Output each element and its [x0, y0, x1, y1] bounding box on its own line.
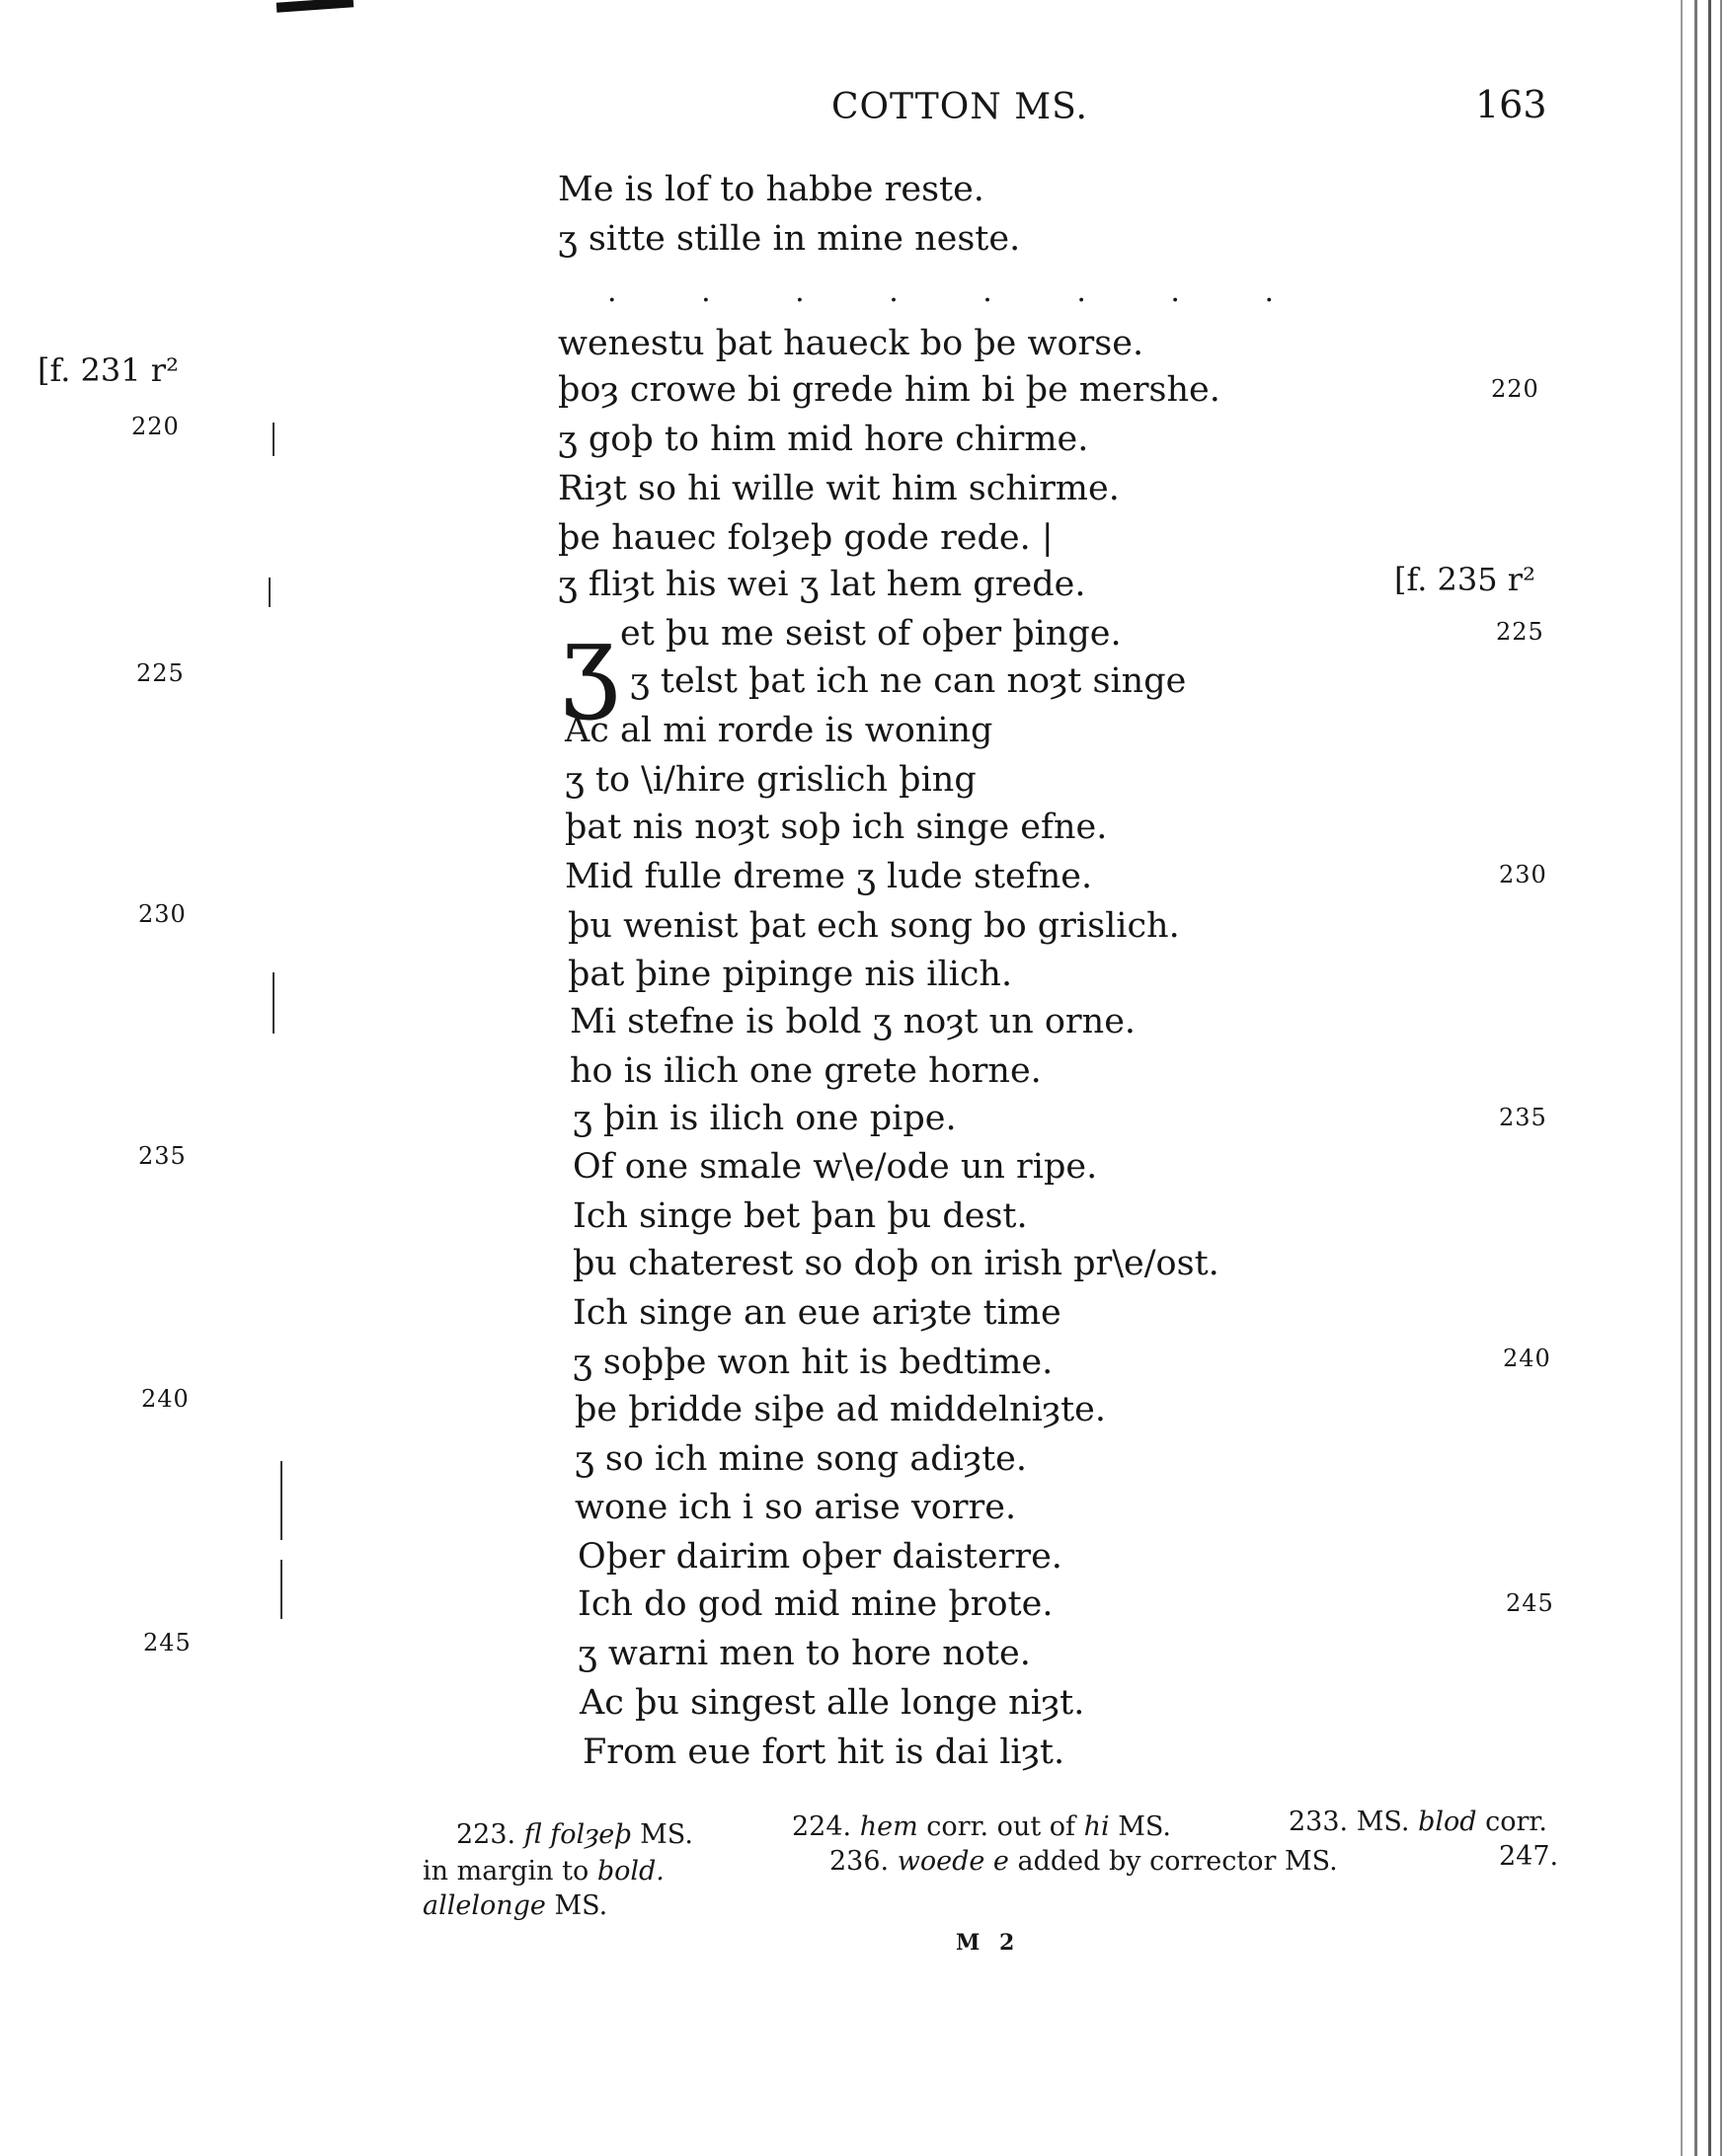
verse-line: þu chaterest so doþ on irish pr\e/ost. [573, 1244, 1219, 1283]
margin-mark [273, 423, 275, 456]
verse-line: þoȝ crowe bi grede him bi þe mershe. [558, 370, 1220, 410]
verse-line: Ich do god mid mine þrote. [578, 1584, 1054, 1624]
signature-mark: M 2 [956, 1930, 1021, 1956]
verse-line: ʒ to \i/hire grislich þing [565, 760, 977, 800]
footnote-number: 233. [1289, 1807, 1349, 1837]
line-number-right: 235 [1499, 1104, 1547, 1131]
verse-line: þe þridde siþe ad middelniȝte. [575, 1390, 1107, 1429]
footnote-reading: woede e [897, 1846, 1009, 1877]
margin-mark [280, 1560, 282, 1619]
footnote-247 [1499, 1841, 1558, 1872]
verse-line: ʒ so ich mine song adiȝte. [575, 1439, 1027, 1479]
verse-line: wenestu þat haueck bo þe worse. [558, 324, 1144, 363]
running-header: COTTON MS. [831, 87, 1088, 127]
binding-edge [1681, 0, 1683, 2156]
footnote-247-cont [423, 1890, 607, 1921]
line-number-right: 225 [1496, 618, 1544, 646]
line-number-left: 235 [138, 1142, 187, 1170]
footnote-text: MS. [1118, 1811, 1171, 1842]
verse-line: þu wenist þat ech song bo grislich. [568, 906, 1180, 946]
page-number: 163 [1475, 83, 1547, 126]
binding-edge [1708, 0, 1711, 2156]
line-number-right: 220 [1491, 375, 1539, 403]
verse-line: Me is lof to habbe reste. [558, 170, 984, 209]
line-number-left: 245 [143, 1629, 192, 1656]
verse-line: ʒ soþþe won hit is bedtime. [573, 1343, 1054, 1382]
verse-line: ʒ warni men to hore note. [578, 1634, 1031, 1673]
verse-line: Ac þu singest alle longe niȝt. [580, 1683, 1085, 1723]
line-number-right: 245 [1506, 1589, 1554, 1617]
footnote-233 [1289, 1807, 1547, 1837]
footnote-reading: allelonge [423, 1890, 546, 1921]
verse-line: ho is ilich one grete horne. [570, 1051, 1042, 1091]
verse-line: ʒ fliȝt his wei ʒ lat hem grede. [558, 565, 1086, 604]
footnote-text: MS. [1356, 1807, 1410, 1837]
verse-line: Riȝt so hi wille wit him schirme. [558, 469, 1120, 508]
line-number-left: 225 [136, 659, 185, 687]
lacuna-dots: . . . . . . . . [607, 274, 1312, 309]
margin-mark [269, 578, 271, 607]
margin-mark [273, 972, 275, 1034]
verse-line: Ich singe an eue ariȝte time [573, 1293, 1061, 1333]
footnote-223-cont [423, 1856, 665, 1886]
verse-line: þat nis noȝt soþ ich singe efne. [565, 808, 1108, 847]
verse-line: Of one smale w\e/ode un ripe. [573, 1147, 1098, 1187]
line-number-left: 240 [141, 1385, 190, 1413]
footnote-text: MS. [554, 1890, 608, 1921]
verse-line: wone ich i so arise vorre. [575, 1488, 1017, 1527]
binding-edge [1694, 0, 1697, 2156]
verse-line: Ich singe bet þan þu dest. [573, 1196, 1028, 1236]
margin-mark [280, 1461, 282, 1515]
footnote-reading: bold. [596, 1856, 665, 1886]
line-number-right: 230 [1499, 861, 1547, 888]
verse-line: Oþer dairim oþer daisterre. [578, 1537, 1062, 1577]
footnote-text: MS. [640, 1819, 693, 1850]
footnote-reading: blod [1418, 1807, 1477, 1837]
verse-line: þat þine pipinge nis ilich. [568, 955, 1013, 994]
footnote-text: in margin to [423, 1856, 589, 1886]
scan-smudge [276, 0, 354, 13]
footnote-number: 247. [1499, 1841, 1559, 1872]
footnote-reading: fl folȝeþ [523, 1819, 632, 1850]
verse-line: þe hauec folȝeþ gode rede. | [558, 518, 1054, 558]
line-number-left: 230 [138, 900, 187, 928]
verse-line: ʒ þin is ilich one pipe. [573, 1099, 957, 1138]
line-number-left: 220 [131, 413, 180, 440]
footnote-223 [456, 1819, 693, 1850]
verse-line: et þu me seist of oþer þinge. [620, 614, 1122, 654]
folio-reference-right: [f. 235 r² [1394, 561, 1535, 598]
margin-mark [280, 1510, 282, 1540]
verse-line: ʒ sitte stille in mine neste. [558, 219, 1021, 259]
footnote-number: 236. [829, 1846, 890, 1877]
verse-line: Ac al mi rorde is woning [565, 711, 993, 750]
footnote-number: 223. [456, 1819, 516, 1850]
binding-edge [1720, 0, 1722, 2156]
footnote-number: 224. [792, 1811, 852, 1842]
verse-line: ʒ telst þat ich ne can noȝt singe [630, 661, 1187, 701]
footnote-text: corr. [1485, 1807, 1547, 1837]
line-number-right: 240 [1503, 1345, 1551, 1372]
footnote-236 [829, 1846, 1338, 1877]
verse-line: ʒ goþ to him mid hore chirme. [558, 420, 1089, 459]
verse-line: Mid fulle dreme ʒ lude stefne. [565, 857, 1093, 896]
footnote-text: added by corrector MS. [1017, 1846, 1338, 1877]
decorated-initial: ʒ [561, 601, 619, 722]
folio-reference-left: [f. 231 r² [38, 351, 179, 389]
verse-line: From eue fort hit is dai liȝt. [583, 1732, 1065, 1772]
footnote-224 [792, 1811, 1171, 1842]
verse-line: Mi stefne is bold ʒ noȝt un orne. [570, 1002, 1137, 1041]
footnote-reading: hi [1083, 1811, 1110, 1842]
footnote-text: corr. out of [926, 1811, 1076, 1842]
footnote-reading: hem [859, 1811, 918, 1842]
